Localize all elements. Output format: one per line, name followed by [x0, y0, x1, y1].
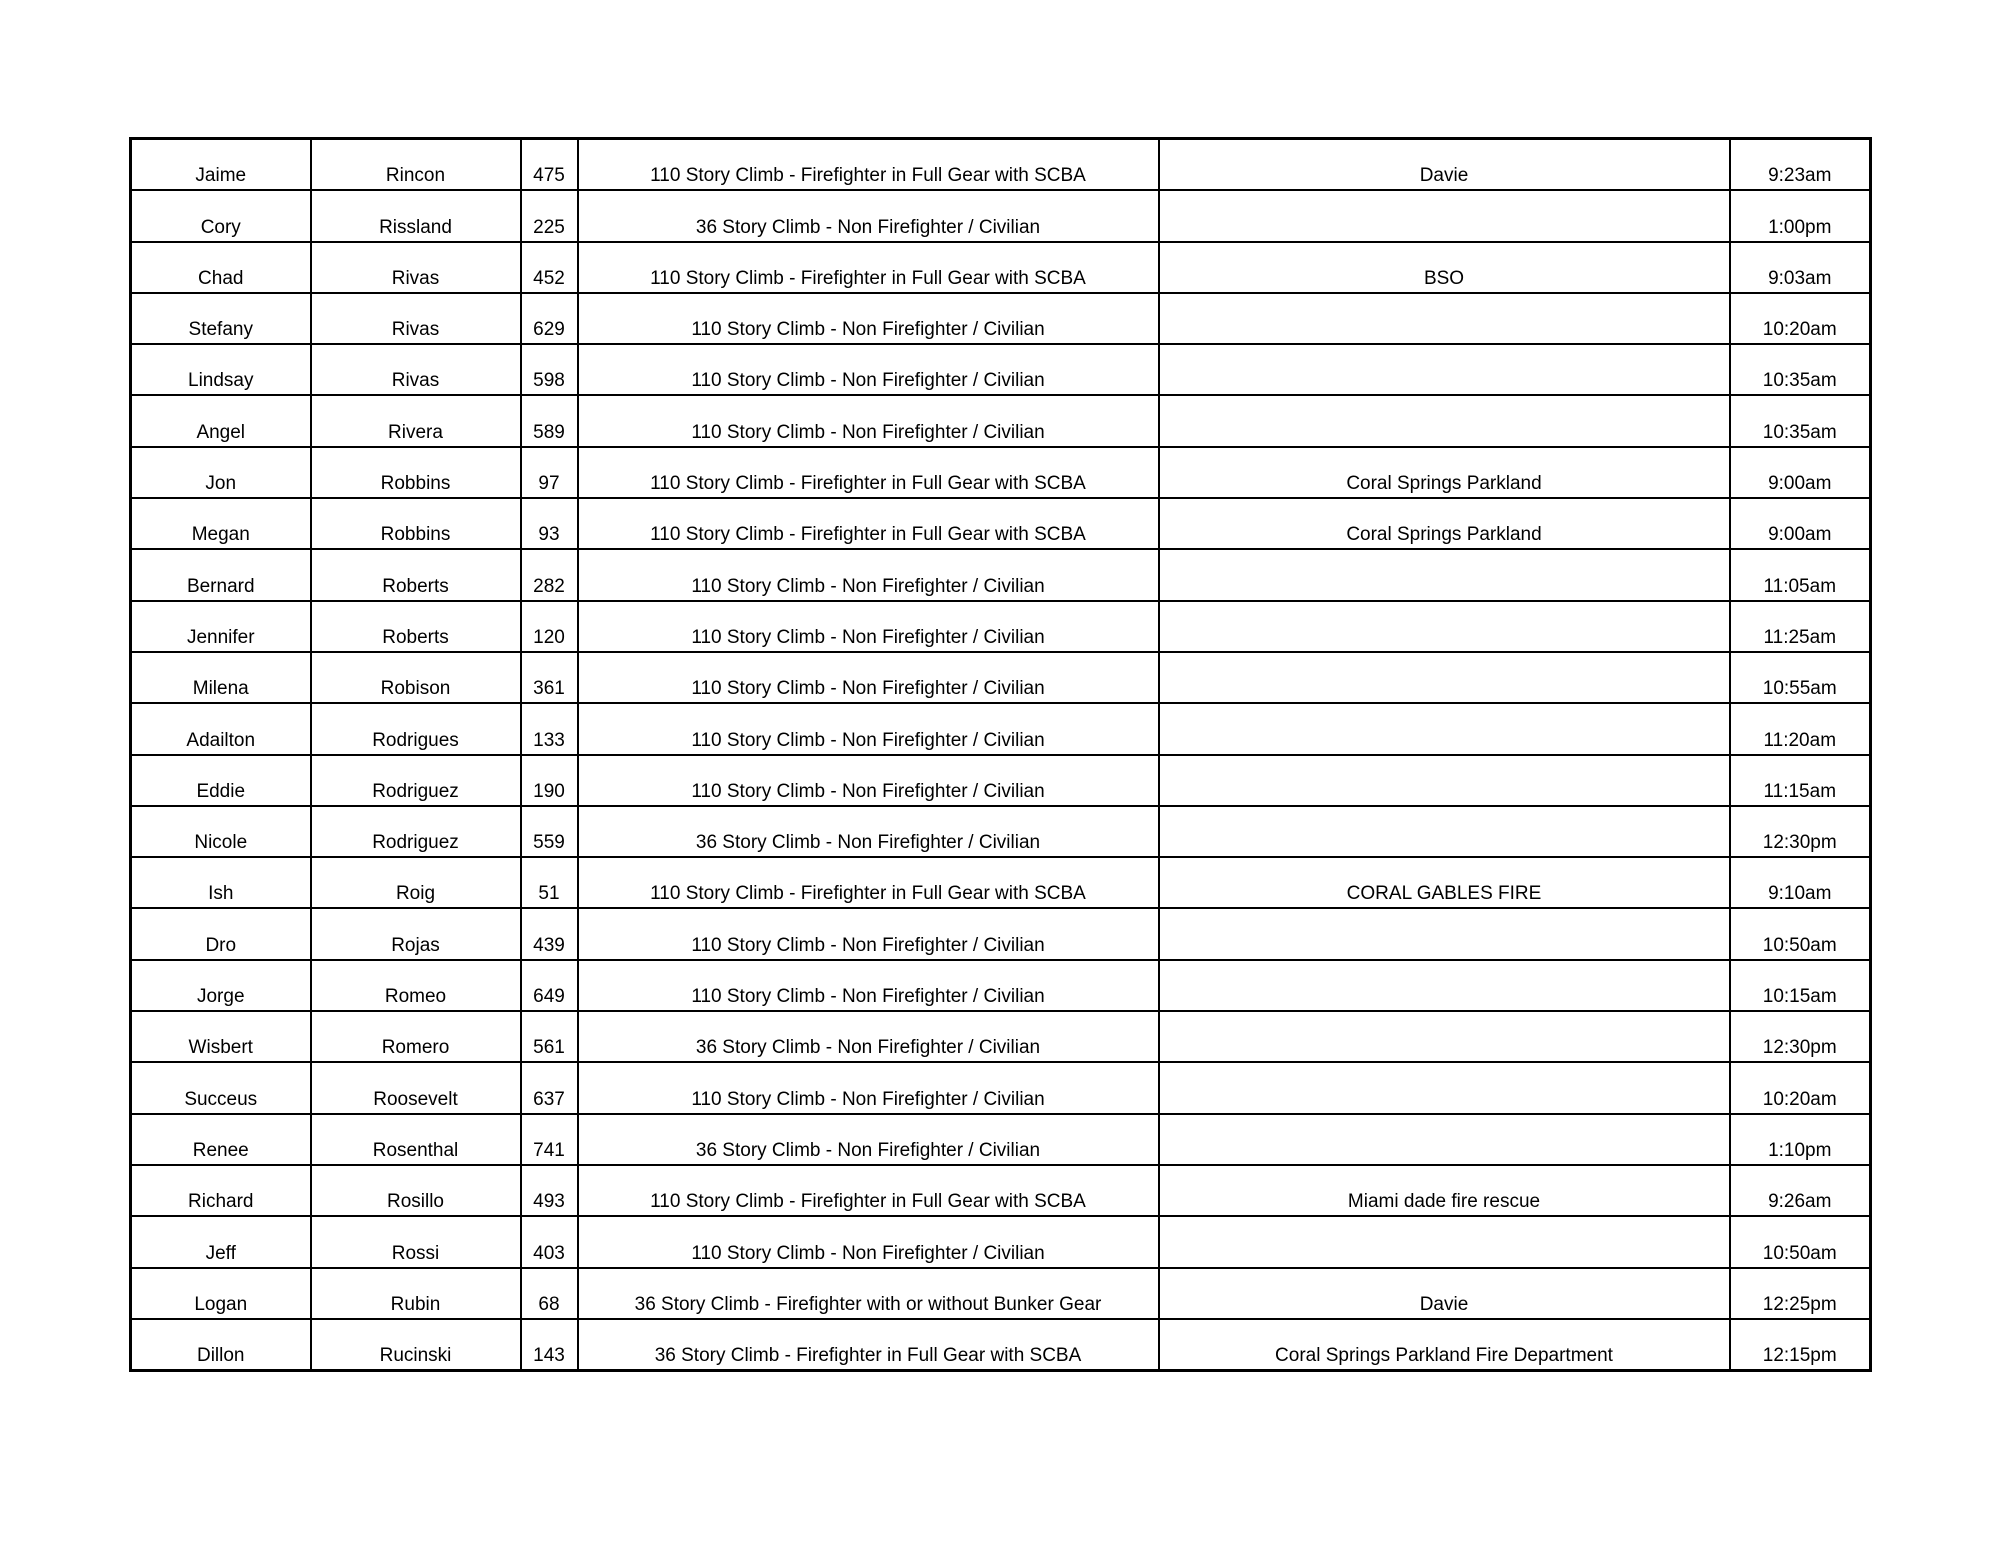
- start-time-cell: 9:00am: [1730, 498, 1871, 549]
- bib-number-cell: 629: [521, 293, 578, 344]
- last-name-cell: Robbins: [311, 447, 521, 498]
- department-cell: [1159, 806, 1730, 857]
- last-name-cell: Rivas: [311, 293, 521, 344]
- start-time-cell: 11:15am: [1730, 755, 1871, 806]
- table-row: [131, 1165, 1871, 1216]
- event-cell: 110 Story Climb - Non Firefighter / Civilian: [578, 755, 1159, 806]
- table-row: [131, 139, 1871, 191]
- table-row: [131, 1319, 1871, 1371]
- start-time-cell: 9:00am: [1730, 447, 1871, 498]
- table-row: [131, 652, 1871, 703]
- first-name-cell: Wisbert: [131, 1011, 311, 1062]
- event-cell: 36 Story Climb - Firefighter with or without Bunker Gear: [578, 1268, 1159, 1319]
- last-name-cell: Roosevelt: [311, 1062, 521, 1113]
- event-cell: 110 Story Climb - Non Firefighter / Civilian: [578, 601, 1159, 652]
- bib-number-cell: 741: [521, 1114, 578, 1165]
- last-name-cell: Rosillo: [311, 1165, 521, 1216]
- department-cell: [1159, 960, 1730, 1011]
- start-time-cell: 9:23am: [1730, 139, 1871, 191]
- last-name-cell: Rubin: [311, 1268, 521, 1319]
- first-name-cell: Chad: [131, 242, 311, 293]
- last-name-cell: Rivera: [311, 395, 521, 446]
- participant-table: [129, 137, 1872, 1372]
- department-cell: Miami dade fire rescue: [1159, 1165, 1730, 1216]
- department-cell: [1159, 1216, 1730, 1267]
- bib-number-cell: 97: [521, 447, 578, 498]
- bib-number-cell: 598: [521, 344, 578, 395]
- first-name-cell: Cory: [131, 190, 311, 241]
- first-name-cell: Jon: [131, 447, 311, 498]
- table-row: [131, 344, 1871, 395]
- table-row: [131, 960, 1871, 1011]
- first-name-cell: Logan: [131, 1268, 311, 1319]
- table-row: [131, 755, 1871, 806]
- event-cell: 110 Story Climb - Firefighter in Full Gear with SCBA: [578, 498, 1159, 549]
- table-row: [131, 601, 1871, 652]
- bib-number-cell: 452: [521, 242, 578, 293]
- first-name-cell: Lindsay: [131, 344, 311, 395]
- event-cell: 36 Story Climb - Non Firefighter / Civilian: [578, 1114, 1159, 1165]
- start-time-cell: 9:03am: [1730, 242, 1871, 293]
- bib-number-cell: 649: [521, 960, 578, 1011]
- start-time-cell: 12:15pm: [1730, 1319, 1871, 1371]
- start-time-cell: 10:20am: [1730, 1062, 1871, 1113]
- bib-number-cell: 403: [521, 1216, 578, 1267]
- last-name-cell: Rojas: [311, 908, 521, 959]
- bib-number-cell: 559: [521, 806, 578, 857]
- department-cell: [1159, 755, 1730, 806]
- table-row: [131, 908, 1871, 959]
- bib-number-cell: 51: [521, 857, 578, 908]
- first-name-cell: Dillon: [131, 1319, 311, 1371]
- start-time-cell: 10:50am: [1730, 1216, 1871, 1267]
- first-name-cell: Milena: [131, 652, 311, 703]
- event-cell: 110 Story Climb - Non Firefighter / Civilian: [578, 395, 1159, 446]
- bib-number-cell: 439: [521, 908, 578, 959]
- first-name-cell: Nicole: [131, 806, 311, 857]
- department-cell: Coral Springs Parkland: [1159, 447, 1730, 498]
- first-name-cell: Richard: [131, 1165, 311, 1216]
- first-name-cell: Adailton: [131, 703, 311, 754]
- start-time-cell: 11:25am: [1730, 601, 1871, 652]
- start-time-cell: 10:50am: [1730, 908, 1871, 959]
- last-name-cell: Rodrigues: [311, 703, 521, 754]
- event-cell: 110 Story Climb - Firefighter in Full Gear with SCBA: [578, 1165, 1159, 1216]
- last-name-cell: Rivas: [311, 242, 521, 293]
- department-cell: Davie: [1159, 1268, 1730, 1319]
- participant-table-body: [131, 139, 1871, 1371]
- bib-number-cell: 475: [521, 139, 578, 191]
- department-cell: [1159, 908, 1730, 959]
- start-time-cell: 9:26am: [1730, 1165, 1871, 1216]
- start-time-cell: 9:10am: [1730, 857, 1871, 908]
- department-cell: [1159, 1114, 1730, 1165]
- start-time-cell: 10:15am: [1730, 960, 1871, 1011]
- event-cell: 110 Story Climb - Non Firefighter / Civilian: [578, 908, 1159, 959]
- bib-number-cell: 143: [521, 1319, 578, 1371]
- event-cell: 110 Story Climb - Non Firefighter / Civilian: [578, 293, 1159, 344]
- start-time-cell: 12:30pm: [1730, 806, 1871, 857]
- event-cell: 110 Story Climb - Firefighter in Full Gear with SCBA: [578, 139, 1159, 191]
- department-cell: CORAL GABLES FIRE: [1159, 857, 1730, 908]
- department-cell: [1159, 344, 1730, 395]
- start-time-cell: 12:30pm: [1730, 1011, 1871, 1062]
- table-row: [131, 190, 1871, 241]
- first-name-cell: Renee: [131, 1114, 311, 1165]
- last-name-cell: Roig: [311, 857, 521, 908]
- start-time-cell: 12:25pm: [1730, 1268, 1871, 1319]
- first-name-cell: Dro: [131, 908, 311, 959]
- bib-number-cell: 133: [521, 703, 578, 754]
- table-row: [131, 395, 1871, 446]
- bib-number-cell: 282: [521, 549, 578, 600]
- event-cell: 110 Story Climb - Non Firefighter / Civilian: [578, 960, 1159, 1011]
- bib-number-cell: 93: [521, 498, 578, 549]
- event-cell: 36 Story Climb - Non Firefighter / Civilian: [578, 190, 1159, 241]
- table-row: [131, 447, 1871, 498]
- last-name-cell: Rodriguez: [311, 806, 521, 857]
- first-name-cell: Angel: [131, 395, 311, 446]
- table-row: [131, 1268, 1871, 1319]
- bib-number-cell: 589: [521, 395, 578, 446]
- table-row: [131, 1216, 1871, 1267]
- bib-number-cell: 68: [521, 1268, 578, 1319]
- last-name-cell: Rincon: [311, 139, 521, 191]
- department-cell: [1159, 703, 1730, 754]
- table-row: [131, 806, 1871, 857]
- first-name-cell: Succeus: [131, 1062, 311, 1113]
- start-time-cell: 11:20am: [1730, 703, 1871, 754]
- first-name-cell: Jennifer: [131, 601, 311, 652]
- start-time-cell: 10:35am: [1730, 344, 1871, 395]
- table-row: [131, 293, 1871, 344]
- bib-number-cell: 190: [521, 755, 578, 806]
- department-cell: [1159, 1011, 1730, 1062]
- table-row: [131, 857, 1871, 908]
- last-name-cell: Rodriguez: [311, 755, 521, 806]
- table-row: [131, 242, 1871, 293]
- last-name-cell: Rossi: [311, 1216, 521, 1267]
- first-name-cell: Megan: [131, 498, 311, 549]
- department-cell: BSO: [1159, 242, 1730, 293]
- first-name-cell: Jaime: [131, 139, 311, 191]
- bib-number-cell: 561: [521, 1011, 578, 1062]
- first-name-cell: Ish: [131, 857, 311, 908]
- department-cell: [1159, 190, 1730, 241]
- event-cell: 110 Story Climb - Firefighter in Full Gear with SCBA: [578, 857, 1159, 908]
- department-cell: [1159, 293, 1730, 344]
- start-time-cell: 10:55am: [1730, 652, 1871, 703]
- department-cell: [1159, 652, 1730, 703]
- last-name-cell: Roberts: [311, 601, 521, 652]
- event-cell: 110 Story Climb - Non Firefighter / Civilian: [578, 549, 1159, 600]
- last-name-cell: Roberts: [311, 549, 521, 600]
- event-cell: 36 Story Climb - Firefighter in Full Gear with SCBA: [578, 1319, 1159, 1371]
- first-name-cell: Stefany: [131, 293, 311, 344]
- last-name-cell: Robbins: [311, 498, 521, 549]
- event-cell: 110 Story Climb - Firefighter in Full Gear with SCBA: [578, 242, 1159, 293]
- department-cell: [1159, 1062, 1730, 1113]
- start-time-cell: 1:10pm: [1730, 1114, 1871, 1165]
- last-name-cell: Romeo: [311, 960, 521, 1011]
- last-name-cell: Robison: [311, 652, 521, 703]
- start-time-cell: 1:00pm: [1730, 190, 1871, 241]
- last-name-cell: Rosenthal: [311, 1114, 521, 1165]
- bib-number-cell: 225: [521, 190, 578, 241]
- table-row: [131, 703, 1871, 754]
- last-name-cell: Rucinski: [311, 1319, 521, 1371]
- bib-number-cell: 120: [521, 601, 578, 652]
- first-name-cell: Jorge: [131, 960, 311, 1011]
- department-cell: Coral Springs Parkland Fire Department: [1159, 1319, 1730, 1371]
- event-cell: 110 Story Climb - Non Firefighter / Civilian: [578, 344, 1159, 395]
- event-cell: 36 Story Climb - Non Firefighter / Civilian: [578, 806, 1159, 857]
- start-time-cell: 10:20am: [1730, 293, 1871, 344]
- event-cell: 110 Story Climb - Non Firefighter / Civilian: [578, 652, 1159, 703]
- first-name-cell: Bernard: [131, 549, 311, 600]
- first-name-cell: Jeff: [131, 1216, 311, 1267]
- event-cell: 110 Story Climb - Non Firefighter / Civilian: [578, 703, 1159, 754]
- department-cell: [1159, 601, 1730, 652]
- table-row: [131, 1011, 1871, 1062]
- bib-number-cell: 493: [521, 1165, 578, 1216]
- event-cell: 36 Story Climb - Non Firefighter / Civilian: [578, 1011, 1159, 1062]
- department-cell: [1159, 395, 1730, 446]
- event-cell: 110 Story Climb - Non Firefighter / Civilian: [578, 1062, 1159, 1113]
- department-cell: Coral Springs Parkland: [1159, 498, 1730, 549]
- event-cell: 110 Story Climb - Firefighter in Full Gear with SCBA: [578, 447, 1159, 498]
- last-name-cell: Romero: [311, 1011, 521, 1062]
- first-name-cell: Eddie: [131, 755, 311, 806]
- table-row: [131, 1062, 1871, 1113]
- start-time-cell: 10:35am: [1730, 395, 1871, 446]
- last-name-cell: Rivas: [311, 344, 521, 395]
- table-row: [131, 1114, 1871, 1165]
- department-cell: [1159, 549, 1730, 600]
- bib-number-cell: 361: [521, 652, 578, 703]
- bib-number-cell: 637: [521, 1062, 578, 1113]
- start-time-cell: 11:05am: [1730, 549, 1871, 600]
- event-cell: 110 Story Climb - Non Firefighter / Civilian: [578, 1216, 1159, 1267]
- table-row: [131, 498, 1871, 549]
- table-row: [131, 549, 1871, 600]
- last-name-cell: Rissland: [311, 190, 521, 241]
- department-cell: Davie: [1159, 139, 1730, 191]
